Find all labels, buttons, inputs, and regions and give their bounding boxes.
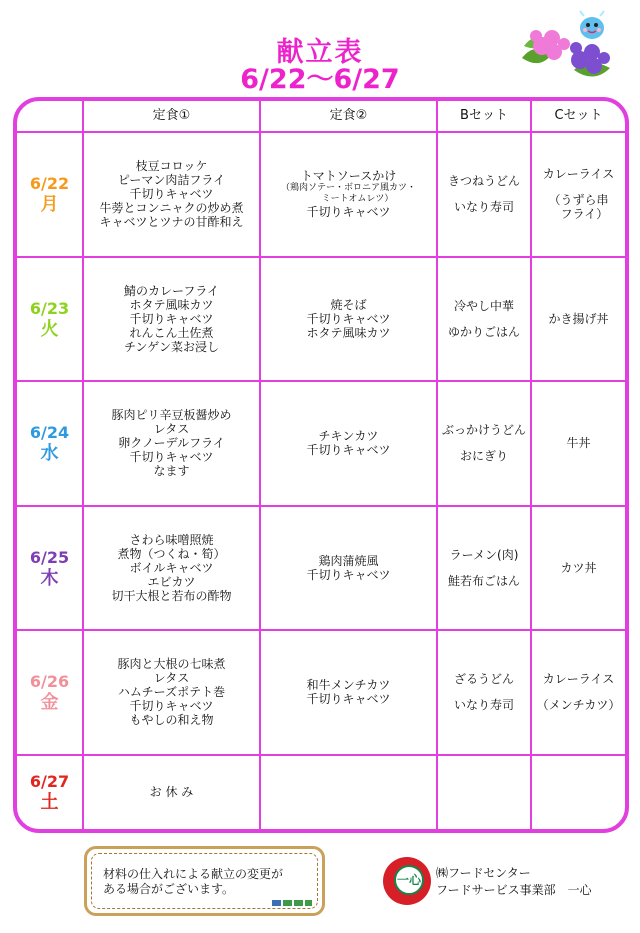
teishoku2-cell (260, 257, 437, 382)
weekday-label: 水 (40, 443, 59, 465)
b-set-cell (437, 630, 531, 755)
b-set-cell (437, 381, 531, 506)
dish: 千切りキャベツ (129, 699, 214, 714)
dish: トマトソースかけ (300, 169, 397, 184)
menu-period: 6/22～6/27 (240, 64, 400, 95)
corner-cell (17, 101, 83, 132)
c-set-cell (531, 257, 625, 382)
dish: チキンカツ (318, 429, 379, 444)
teishoku1-cell (83, 630, 260, 755)
date-label: 6/26 (29, 672, 70, 692)
dish: もやしの和え物 (129, 713, 214, 728)
dish: 枝豆コロッケ (135, 159, 208, 174)
dish: れんこん土佐煮 (129, 325, 214, 340)
dish: レタス (153, 422, 190, 437)
dish: 千切りキャベツ (129, 187, 214, 202)
column-header-teishoku2: 定食② (260, 101, 437, 132)
date-label: 6/22 (29, 174, 70, 194)
dish: ボイルキャベツ (129, 560, 214, 575)
dish: 卵クノーデルフライ (118, 436, 225, 451)
page-title: 献立表 (276, 37, 364, 68)
weekday-label: 土 (40, 792, 59, 814)
dish: 焼そば (330, 297, 367, 312)
dish: 千切りキャベツ (129, 311, 214, 326)
c-set-cell (531, 755, 625, 829)
column-header-b-set: Bセット (437, 101, 531, 132)
date-cell (17, 755, 83, 829)
dish: カレーライス (542, 167, 615, 182)
dish: さわら味噌照焼 (129, 532, 214, 547)
teishoku2-cell (260, 506, 437, 631)
day-row-0623 (17, 257, 625, 382)
b-set-cell (437, 132, 531, 257)
dish: きつねうどん (447, 174, 520, 189)
date-label: 6/24 (29, 423, 70, 443)
dish: キャベツとツナの甘酢和え (99, 215, 244, 230)
company-line: ㈱フードセンター (436, 866, 531, 880)
dish: 鮭若布ごはん (447, 573, 520, 588)
c-set-cell (531, 630, 625, 755)
date-label: 6/27 (29, 772, 70, 792)
menu-table-frame (13, 97, 629, 833)
teishoku1-cell (83, 132, 260, 257)
date-cell (17, 257, 83, 382)
dish: 豚肉ピリ辛豆板醤炒め (111, 408, 232, 423)
teishoku2-cell (260, 132, 437, 257)
dish: 鶏肉蒲焼風 (318, 553, 379, 568)
date-cell (17, 381, 83, 506)
column-header-teishoku1: 定食① (83, 101, 260, 132)
menu-table (17, 101, 625, 829)
notice-line: ある場合がございます。 (103, 882, 235, 896)
notice-text (103, 867, 283, 897)
date-cell (17, 132, 83, 257)
dish: 煮物（つくね・筍） (117, 546, 226, 561)
weekday-label: 火 (40, 318, 59, 340)
day-row-0627 (17, 755, 625, 829)
teishoku1-cell (83, 506, 260, 631)
dish: 鯖のカレーフライ (123, 283, 220, 298)
dish: ざるうどん (453, 672, 514, 687)
dish: ぶっかけうどん (441, 423, 526, 438)
dish: 千切りキャベツ (306, 567, 391, 582)
teishoku2-cell (260, 381, 437, 506)
weekday-label: 金 (40, 692, 59, 714)
dish: カレーライス (542, 672, 615, 687)
day-row-0622 (17, 132, 625, 257)
dish: エビカツ (147, 574, 196, 589)
date-cell (17, 630, 83, 755)
date-label: 6/25 (29, 547, 70, 567)
day-row-0625 (17, 506, 625, 631)
dish-note: （鶏肉ソテー・ボロニア風カツ・ (280, 183, 416, 194)
dish: フライ） (548, 207, 609, 222)
dish: 千切りキャベツ (306, 205, 391, 220)
c-set-cell (531, 506, 625, 631)
dish: なます (153, 464, 190, 479)
dish: いなり寿司 (453, 200, 514, 215)
dish: ホタテ風味カツ (306, 325, 391, 340)
train-icon (272, 899, 312, 907)
weekday-label: 月 (40, 194, 59, 216)
c-set-cell (531, 132, 625, 257)
dish: ハムチーズポテト巻 (117, 685, 226, 700)
teishoku1-cell (83, 381, 260, 506)
company-name (436, 865, 592, 899)
dish-note: ミートオムレツ） (303, 194, 394, 205)
dish: ゆかりごはん (447, 324, 520, 339)
closed-label: お 休 み (149, 785, 194, 800)
dish: 冷やし中華 (453, 298, 514, 313)
dish: ホタテ風味カツ (129, 297, 214, 312)
teishoku2-cell (260, 755, 437, 829)
dish: チンゲン菜お浸し (124, 339, 219, 354)
weekday-label: 木 (40, 567, 59, 589)
dish: いなり寿司 (453, 698, 514, 713)
dish: おにぎり (459, 449, 508, 464)
teishoku2-cell (260, 630, 437, 755)
dish: 牛蒡とコンニャクの炒め煮 (99, 201, 244, 216)
c-set-cell (531, 381, 625, 506)
dish: かき揚げ丼 (548, 311, 609, 326)
company-line: フードサービス事業部 一心 (436, 883, 592, 897)
hydrangea-icon (514, 8, 618, 92)
company-logo-mark: 一心 (394, 865, 424, 895)
dish: 千切りキャベツ (306, 311, 391, 326)
notice-line: 材料の仕入れによる献立の変更が (103, 867, 284, 881)
notice-box (84, 846, 325, 916)
dish: 牛丼 (566, 436, 591, 451)
dish: カツ丼 (560, 560, 597, 575)
dish: 千切りキャベツ (306, 692, 391, 707)
b-set-cell (437, 506, 531, 631)
day-row-0626 (17, 630, 625, 755)
b-set-cell (437, 257, 531, 382)
teishoku1-cell (83, 755, 260, 829)
date-label: 6/23 (29, 298, 70, 318)
teishoku1-cell (83, 257, 260, 382)
dish: ラーメン(肉) (449, 547, 519, 562)
dish: 切干大根と若布の酢物 (111, 588, 232, 603)
header-row (17, 101, 625, 132)
day-row-0624 (17, 381, 625, 506)
dish: （うずら串 (548, 193, 609, 208)
date-cell (17, 506, 83, 631)
b-set-cell (437, 755, 531, 829)
dish: 豚肉と大根の七味煮 (117, 657, 226, 672)
dish: 千切りキャベツ (129, 450, 214, 465)
dish: ピーマン肉詰フライ (117, 173, 226, 188)
dish: 和牛メンチカツ (306, 678, 391, 693)
dish: 千切りキャベツ (306, 443, 391, 458)
dish: （メンチカツ） (536, 698, 621, 713)
column-header-c-set: Cセット (531, 101, 625, 132)
dish: レタス (153, 671, 190, 686)
